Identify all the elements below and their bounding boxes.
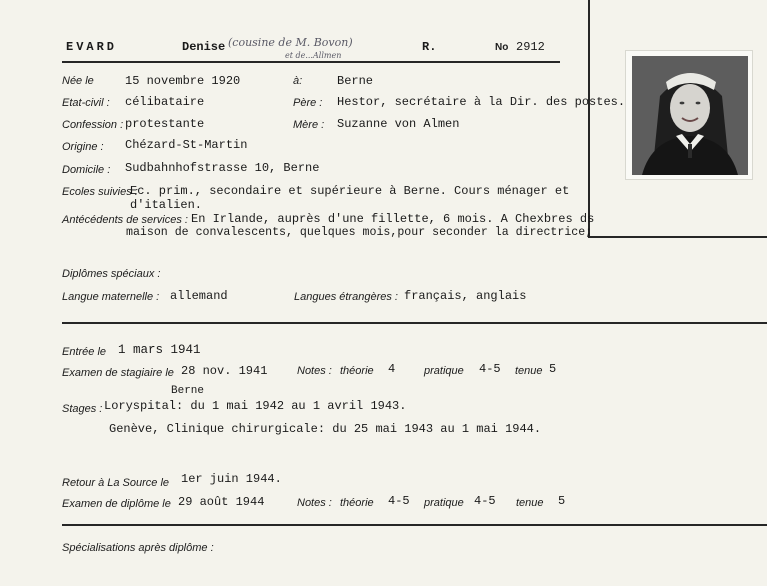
- practice2-label: pratique: [424, 497, 464, 509]
- specializations-label: Spécialisations après diplôme :: [62, 542, 214, 554]
- return-value: 1er juin 1944.: [181, 472, 282, 486]
- civil-status-value: célibataire: [125, 95, 205, 109]
- record-number: 2912: [516, 40, 545, 54]
- notes-label: Notes :: [297, 365, 332, 377]
- portrait-photo: [625, 50, 753, 180]
- conduct2-value: 5: [558, 494, 566, 508]
- practice2-value: 4-5: [474, 494, 496, 508]
- father-label: Père :: [293, 97, 323, 109]
- father-value: Hestor, secrétaire à la Dir. des postes.: [337, 95, 626, 109]
- section-divider-2: [62, 524, 767, 526]
- r-label: R.: [422, 40, 437, 54]
- trainee-exam-label: Examen de stagiaire le: [62, 367, 174, 379]
- practice-label: pratique: [424, 365, 464, 377]
- schools-line2: d'italien.: [130, 198, 203, 212]
- trainee-exam-value: 28 nov. 1941: [181, 364, 268, 378]
- origin-label: Origine :: [62, 141, 104, 153]
- stages-label: Stages :: [62, 403, 103, 415]
- schools-label: Ecoles suivies :: [62, 186, 138, 198]
- schools-line1: Ec. prim., secondaire et supérieure à Berne. Cours ménager et: [130, 184, 570, 198]
- born-label: Née le: [62, 75, 94, 87]
- conduct-label: tenue: [515, 365, 543, 377]
- services-label: Antécédents de services :: [62, 214, 188, 226]
- handwritten-annotation: (cousine de M. Bovon): [228, 36, 353, 49]
- domicile-value: Sudbahnhofstrasse 10, Berne: [125, 161, 320, 175]
- civil-status-label: Etat-civil :: [62, 97, 110, 109]
- foreign-languages-value: français, anglais: [404, 289, 527, 303]
- first-name: Denise: [182, 40, 226, 54]
- special-diplomas-label: Diplômes spéciaux :: [62, 268, 161, 280]
- mother-label: Mère :: [293, 119, 325, 131]
- mother-tongue-label: Langue maternelle :: [62, 291, 160, 303]
- stage-2: Genève, Clinique chirurgicale: du 25 mai 1943 au 1 mai 1944.: [109, 422, 542, 436]
- mother-value: Suzanne von Almen: [337, 117, 460, 131]
- mother-tongue-value: allemand: [170, 289, 228, 303]
- theory2-value: 4-5: [388, 494, 410, 508]
- born-value: 15 novembre 1920: [125, 74, 241, 88]
- confession-value: protestante: [125, 117, 205, 131]
- portrait-image: [632, 56, 748, 175]
- header-underline: [62, 61, 560, 63]
- theory-label: théorie: [340, 365, 374, 377]
- birthplace-label: à:: [293, 75, 303, 87]
- conduct2-label: tenue: [516, 497, 544, 509]
- surname: EVARD: [66, 40, 118, 54]
- diploma-exam-label: Examen de diplôme le: [62, 498, 171, 510]
- conduct-value: 5: [549, 362, 557, 376]
- diploma-exam-value: 29 août 1944: [178, 495, 265, 509]
- theory2-label: théorie: [340, 497, 374, 509]
- domicile-label: Domicile :: [62, 164, 111, 176]
- right-column-divider: [588, 0, 590, 237]
- photo-box-bottom-line: [588, 236, 767, 238]
- number-label: No: [495, 42, 509, 53]
- foreign-languages-label: Langues étrangères :: [294, 291, 398, 303]
- return-label: Retour à La Source le: [62, 477, 170, 489]
- stage-city-above: Berne: [171, 385, 205, 397]
- services-line2: maison de convalescents, quelques mois,pour seconder la directrice;: [126, 226, 593, 239]
- entry-label: Entrée le: [62, 346, 107, 358]
- entry-value: 1 mars 1941: [118, 343, 201, 357]
- confession-label: Confession :: [62, 119, 124, 131]
- handwritten-annotation-line2: et de...Allmen: [285, 51, 342, 60]
- notes2-label: Notes :: [297, 497, 332, 509]
- section-divider-1: [62, 322, 767, 324]
- practice-value: 4-5: [479, 362, 501, 376]
- origin-value: Chézard-St-Martin: [125, 138, 248, 152]
- birthplace-value: Berne: [337, 74, 374, 88]
- theory-value: 4: [388, 362, 396, 376]
- stage-1: Loryspital: du 1 mai 1942 au 1 avril 1943.: [104, 399, 407, 413]
- services-line1: En Irlande, auprès d'une fillette, 6 mois. A Chexbres ds: [191, 212, 595, 226]
